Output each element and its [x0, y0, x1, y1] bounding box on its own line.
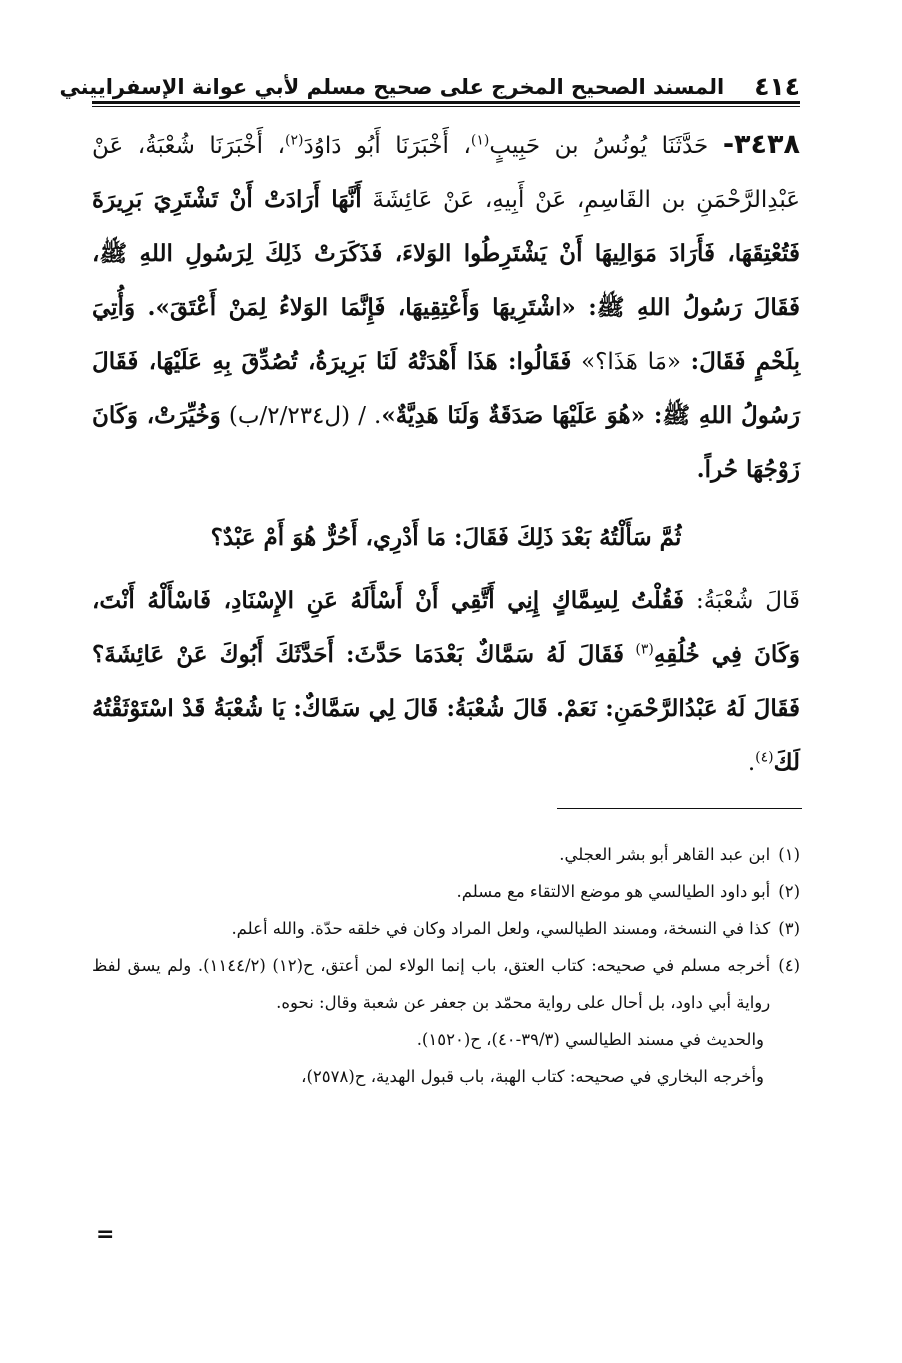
- footnote-text: كذا في النسخة، ومسند الطيالسي، ولعل المراد وكان في خلقه حدّة. والله أعلم.: [231, 919, 771, 938]
- header-rule: [92, 101, 800, 104]
- footnote-ref-2: (٢): [285, 132, 304, 149]
- text-segment-bold: فَقَالَ لَهُ سَمَّاكٌ بَعْدَمَا حَدَّثَ: أَحَدَّثَكَ أَبُوكَ عَنْ عَائِشَةَ؟ فَقَالَ لَهُ عَبْدُالرَّحْمَنِ: نَعَمْ. قَالَ شُعْبَةُ: قَالَ لِي سَمَّاكٌ: يَا شُعْبَةُ قَدْ اسْتَوْثَقْتُهُ لَكَ: [92, 641, 800, 776]
- text-segment: .: [747, 750, 756, 776]
- footnote-separator: [557, 808, 802, 809]
- footnote-ref-4: (٤): [755, 749, 774, 766]
- text-segment-bold: وَخُيِّرَتْ، وَكَانَ زَوْجُهَا حُراً.: [92, 402, 800, 483]
- text-segment: حَدَّثَنَا يُونُسُ بن حَبِيبٍ: [489, 133, 709, 159]
- footnotes: [92, 836, 800, 1095]
- page-number: ٤١٤: [754, 72, 800, 101]
- header-rule-thin: [92, 106, 800, 107]
- footnote-text: ابن عبد القاهر أبو بشر العجلي.: [559, 845, 771, 864]
- footnote-item: [92, 836, 800, 873]
- manuscript-folio-ref: . / (ل٢/٢٣٤/ب): [228, 403, 382, 429]
- hadith-number: ٣٤٣٨-: [722, 129, 800, 160]
- running-title: المسند الصحيح المخرج على صحيح مسلم لأبي عوانة الإسفراييني: [59, 75, 725, 99]
- text-segment-bold: أَنَّهَا أَرَادَتْ أَنْ تَشْتَرِيَ بَرِيرَةَ فَتُعْتِقَهَا، فَأَرَادَ مَوَالِيهَا أَنْ يَشْتَرِطُوا الوَلاءَ، فَذَكَرَتْ ذَلِكَ لِرَسُولِ اللهِ ﷺ، فَقَالَ: [92, 186, 800, 321]
- footnote-continuation: وأخرجه البخاري في صحيحه: كتاب الهبة، باب قبول الهدية، ح(٢٥٧٨)،: [301, 1067, 764, 1086]
- footnote-continuation: والحديث في مسند الطيالسي (٣٩/٣-٤٠)، ح(١٥٢٠).: [416, 1030, 764, 1049]
- text-segment: ، أَخْبَرَنَا شُعْبَةُ، عَنْ عَبْدِالرَّحْمَنِ بن القَاسِمِ، عَنْ أَبِيهِ، عَنْ عَائِشَةَ: [92, 133, 800, 213]
- footnote-number: (١): [778, 845, 800, 864]
- footnote-text: أبو داود الطيالسي هو موضع الالتقاء مع مسلم.: [456, 882, 771, 901]
- footnote-item: [92, 873, 800, 910]
- footnote-ref-3: (٣): [635, 641, 654, 658]
- footnote-item: [92, 910, 800, 947]
- main-text: [92, 118, 800, 790]
- footnote-number: (٢): [778, 882, 800, 901]
- text-segment: قَالَ شُعْبَةُ:: [695, 588, 800, 614]
- running-header: [59, 58, 800, 102]
- footnote-ref-1: (١): [470, 132, 490, 149]
- text-segment: ، أَخْبَرَنَا أَبُو دَاوُدَ: [303, 133, 471, 159]
- paragraph-shuba: [92, 574, 800, 790]
- footnote-text: أخرجه مسلم في صحيحه: كتاب العتق، باب إنما الولاء لمن أعتق، ح(١٢) (١١٤٤/٢). ولم يسق لفظ رواية أبي داود، بل أحال على رواية محمّد بن جعفر عن شعبة وقال: نحوه.: [92, 956, 771, 1012]
- footnote-number: (٤): [778, 956, 800, 975]
- text-segment-bold: رَسُولُ اللهِ ﷺ: «: [561, 294, 742, 321]
- text-segment-bold: اشْتَرِيهَا وَأَعْتِقِيهَا، فَإِنَّمَا الوَلاءُ لِمَنْ أَعْتَقَ: [169, 294, 562, 321]
- text-segment-bold: فَقُلْتُ لِسِمَّاكٍ إِنِي أَتَّقِي أَنْ أَسْأَلَهُ عَنِ الإِسْنَادِ، فَاسْأَلْهُ أَنْتَ، وَكَانَ فِي خُلُقِهِ: [92, 587, 800, 668]
- text-segment-bold: ». وَأُتِيَ بِلَحْمٍ فَقَالَ:: [92, 294, 801, 375]
- footnote-item: [92, 947, 800, 1021]
- text-segment: «مَا هَذَا؟»: [581, 349, 681, 375]
- footnote-number: (٣): [778, 919, 800, 938]
- paragraph-hadith: [92, 118, 800, 497]
- continuation-mark: =: [96, 1222, 115, 1247]
- paragraph-question: ثُمَّ سَأَلْتُهُ بَعْدَ ذَلِكَ فَقَالَ: مَا أَدْرِي، أَحُرٌّ هُوَ أَمْ عَبْدٌ؟: [210, 524, 682, 551]
- text-segment-bold: فَقَالُوا: هَذَا أَهْدَتْهُ لَنَا بَرِيرَةُ، تُصُدِّقَ بِهِ عَلَيْهَا، فَقَالَ رَسُولُ اللهِ ﷺ: «هُوَ عَلَيْهَا صَدَقَةٌ وَلَنَا هَدِيَّةٌ»: [92, 348, 800, 429]
